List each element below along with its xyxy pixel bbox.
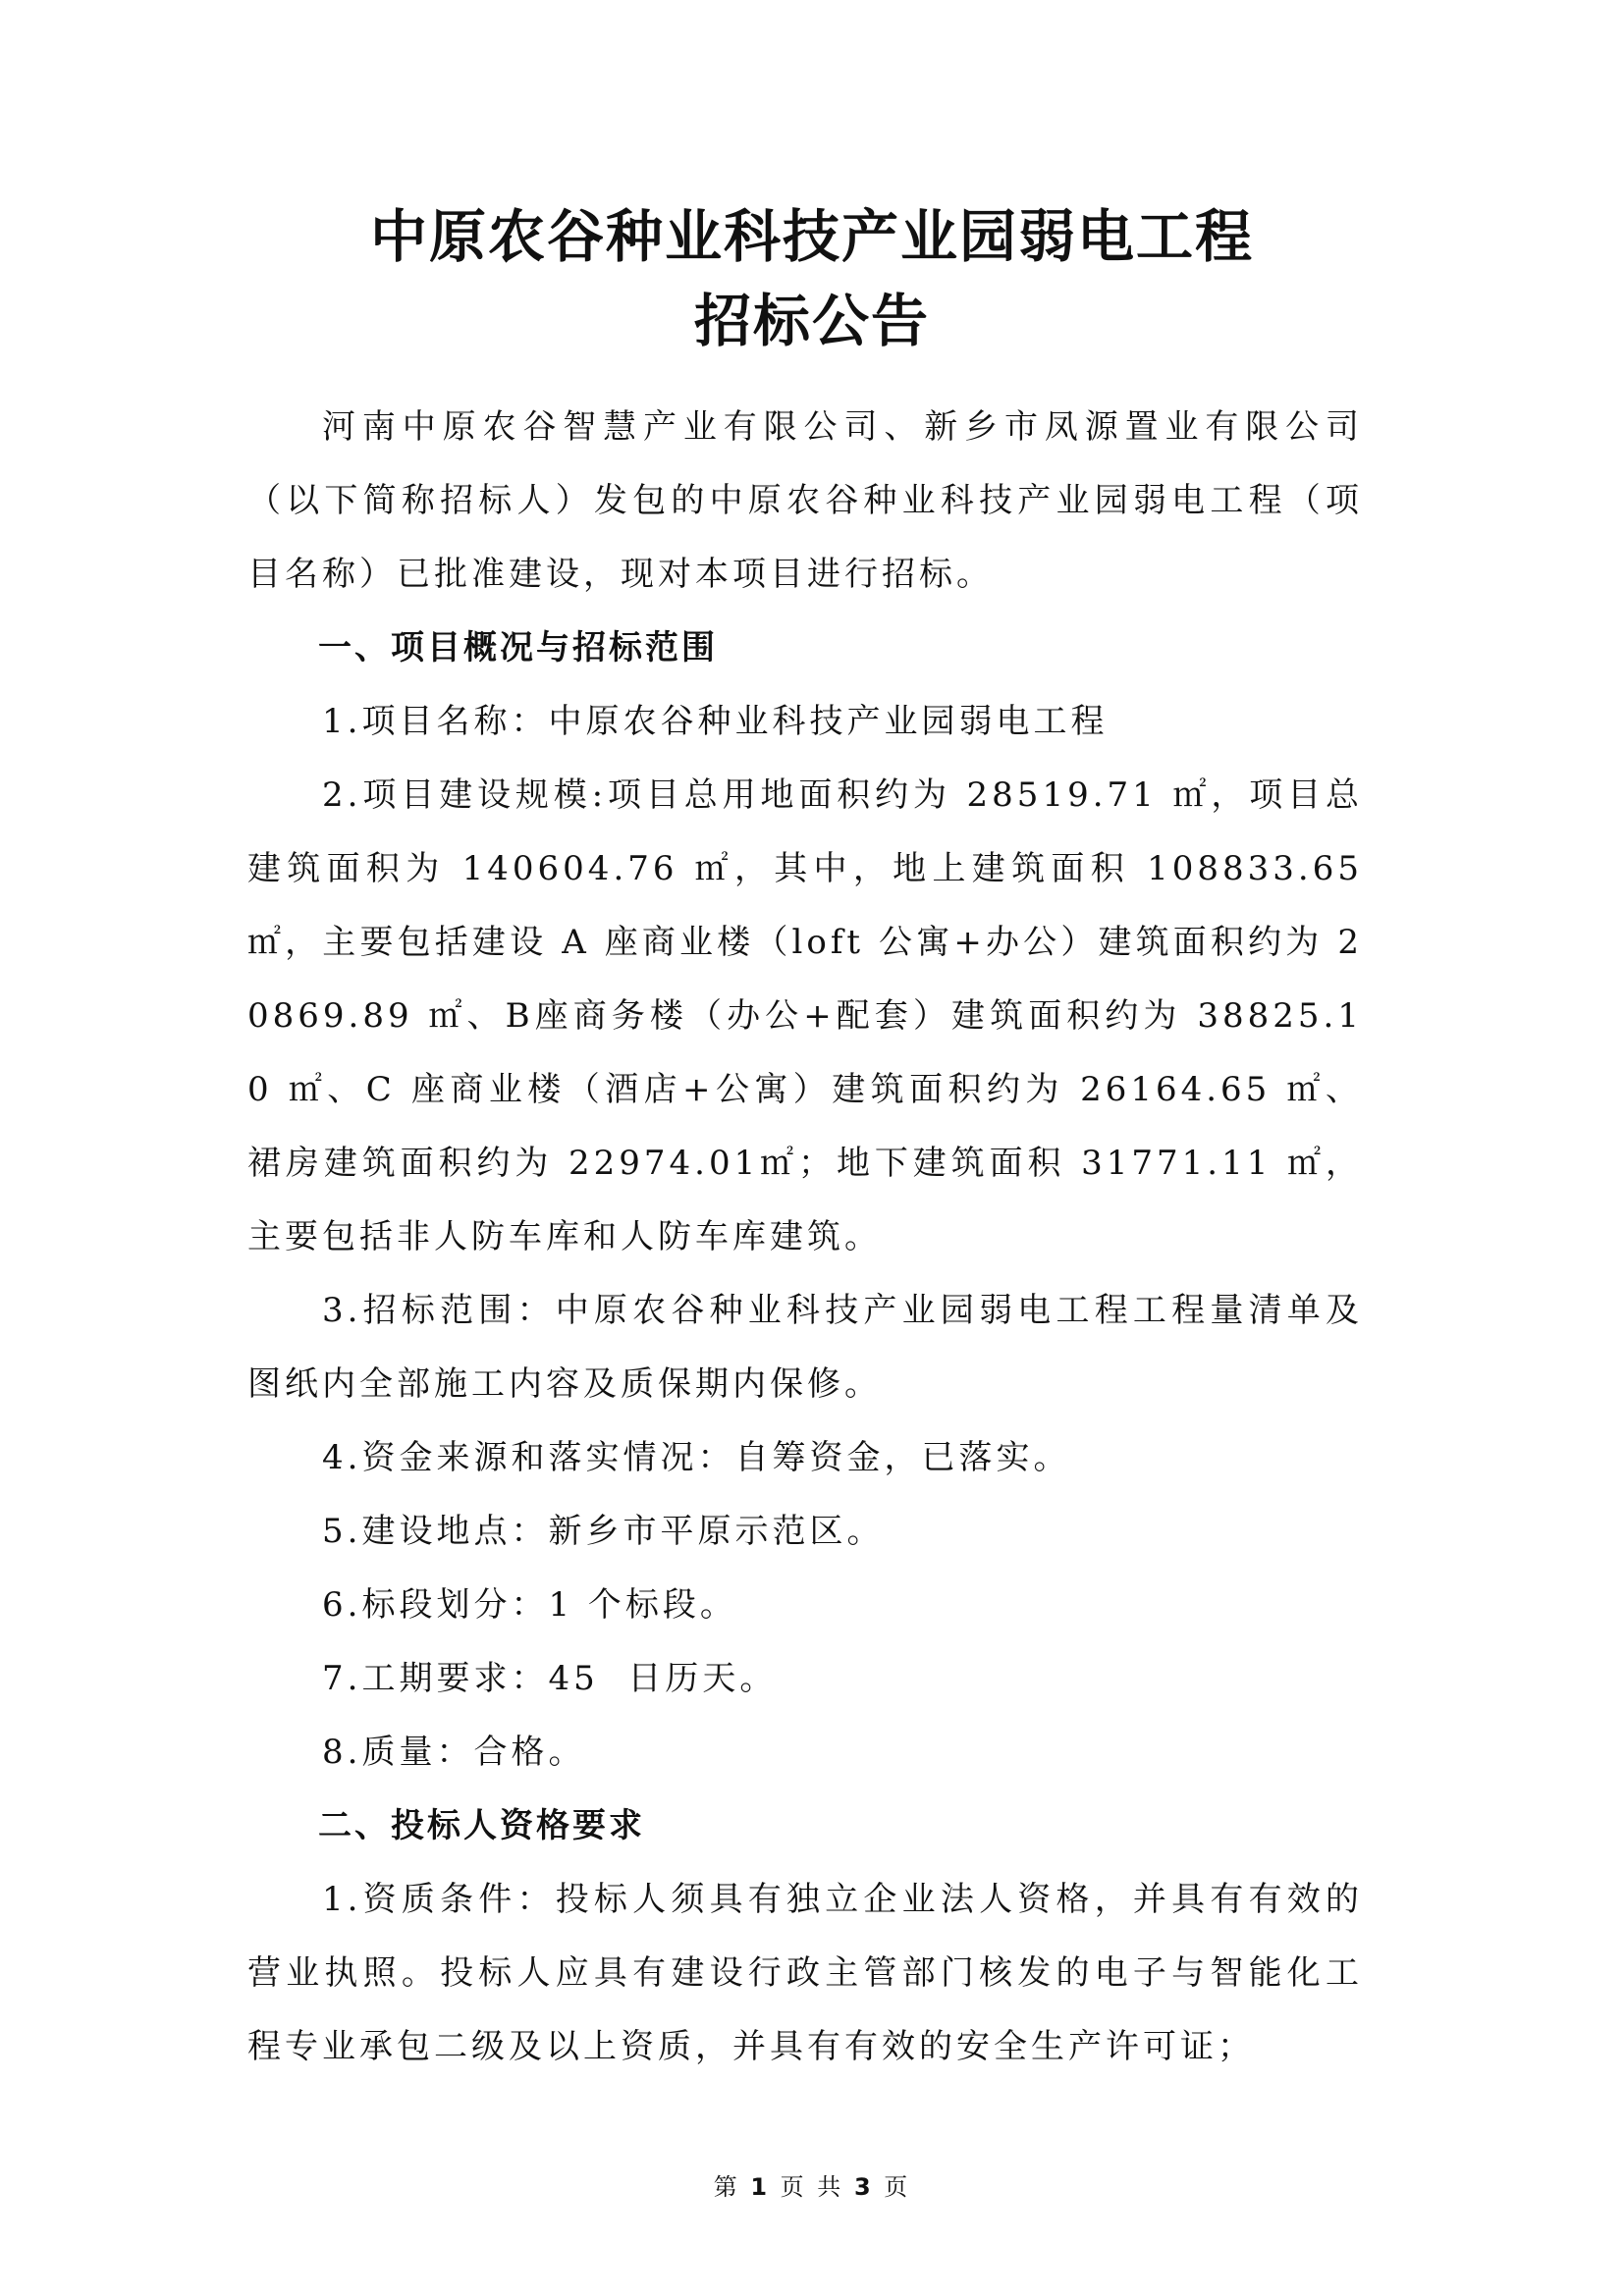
- section1-item-3: 3.招标范围：中原农谷种业科技产业园弱电工程工程量清单及图纸内全部施工内容及质保期内保修。: [247, 1291, 1363, 1404]
- document-body: [247, 391, 1363, 2084]
- footer-prefix: 第: [713, 2173, 740, 2201]
- section1-item-8: 8.质量：合格。: [322, 1733, 586, 1772]
- section1-item-1: 1.项目名称：中原农谷种业科技产业园弱电工程: [322, 702, 1109, 741]
- section1-item-7: 7.工期要求：45 日历天。: [322, 1659, 778, 1698]
- section1-item-6: 6.标段划分：1 个标段。: [322, 1585, 737, 1625]
- section1-item-4: 4.资金来源和落实情况：自筹资金，已落实。: [322, 1438, 1071, 1477]
- footer-middle: 页 共: [780, 2173, 844, 2201]
- document-title-line1: 中原农谷种业科技产业园弱电工程: [369, 203, 1254, 270]
- intro-paragraph: 河南中原农谷智慧产业有限公司、新乡市凤源置业有限公司（以下简称招标人）发包的中原农谷种业科技产业园弱电工程（项目名称）已批准建设，现对本项目进行招标。: [247, 407, 1363, 594]
- section1-heading: 一、项目概况与招标范围: [318, 628, 718, 667]
- section1-item-5: 5.建设地点：新乡市平原示范区。: [322, 1512, 885, 1551]
- section2-item-1: 1.资质条件：投标人须具有独立企业法人资格，并具有有效的营业执照。投标人应具有建设行政主管部门核发的电子与智能化工程专业承包二级及以上资质，并具有有效的安全生产许可证；: [247, 1880, 1363, 2066]
- footer-total-pages: 3: [853, 2173, 874, 2201]
- footer-suffix: 页: [884, 2173, 911, 2201]
- document-title-line2: 招标公告: [693, 288, 930, 354]
- footer-page-number: 1: [750, 2173, 771, 2201]
- section1-item-2: 2.项目建设规模:项目总用地面积约为 28519.71 ㎡，项目总建筑面积为 140604.76 ㎡，其中，地上建筑面积 108833.65 ㎡，主要包括建设 A 座商业楼（loft 公寓+办公）建筑面积约为 20869.89 ㎡、B座商务楼（办公+配套）建筑面积约为 38825.10 ㎡、C 座商业楼（酒店+公寓）建筑面积约为 26164.65 ㎡、裙房建筑面积约为 22974.01㎡；地下建筑面积 31771.11 ㎡，主要包括非人防车库和人防车库建筑。: [247, 775, 1363, 1256]
- section2-heading: 二、投标人资格要求: [318, 1806, 645, 1845]
- page-footer: [0, 2167, 1624, 2202]
